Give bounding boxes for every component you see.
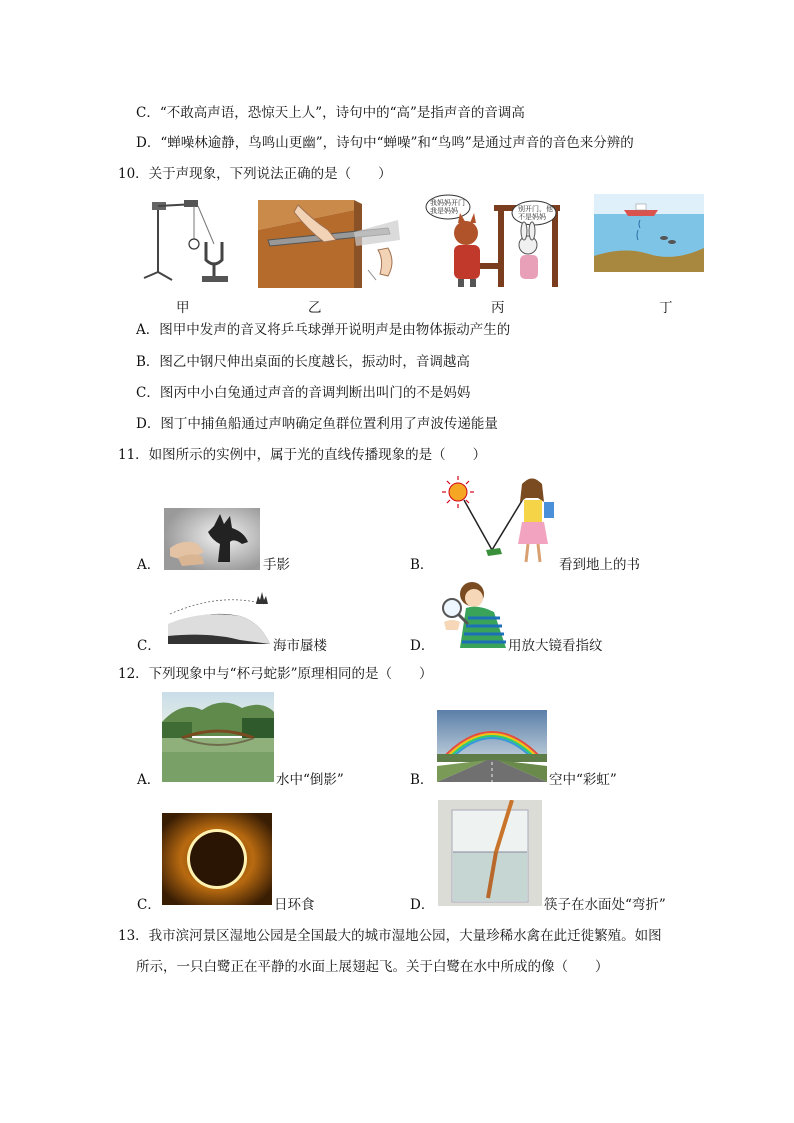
- annular-eclipse-photo: [162, 813, 272, 905]
- q13-line-2: 所示，一只白鹭正在平静的水面上展翅起飞。关于白鹭在水中所成的像（ ）: [136, 959, 609, 975]
- hand-shadow-figure: [164, 508, 260, 570]
- magnifier-figure: [438, 578, 508, 650]
- q10-option-a: A．图甲中发声的音叉将乒乓球弹开说明声是由物体振动产生的: [136, 322, 511, 338]
- q11-option-c-text: 海市蜃楼: [273, 638, 327, 654]
- mirage-figure: [160, 590, 272, 650]
- q11-option-b-text: 看到地上的书: [559, 557, 640, 573]
- q11-option-b-letter: B．: [410, 557, 434, 573]
- q12-option-b-text: 空中“彩虹”: [549, 772, 617, 788]
- figure-label-yi: 乙: [308, 300, 322, 316]
- chopstick-in-water-photo: [438, 800, 542, 906]
- q12-option-a-text: 水中“倒影”: [276, 772, 344, 788]
- q13-line-1: 13．我市滨河景区湿地公园是全国最大的城市湿地公园，大量珍稀水禽在此迁徙繁殖。如图: [118, 928, 662, 944]
- rainbow-photo: [437, 710, 547, 782]
- q11-option-d-text: 用放大镜看指纹: [508, 638, 603, 654]
- q10-stem: 10．关于声现象，下列说法正确的是（ ）: [118, 166, 392, 182]
- see-book-figure: [440, 474, 558, 570]
- figure-label-ding: 丁: [659, 300, 673, 316]
- ruler-table-figure: [258, 200, 408, 288]
- q12-option-a-letter: A．: [137, 772, 161, 788]
- water-reflection-photo: [162, 692, 274, 782]
- q10-option-d: D．图丁中捕鱼船通过声呐确定鱼群位置利用了声波传递能量: [136, 416, 498, 432]
- wolf-speech-bubble: 我妈妈开门 我是妈妈: [430, 199, 465, 215]
- q11-stem: 11．如图所示的实例中，属于光的直线传播现象的是（ ）: [118, 447, 487, 463]
- q9-option-c: C．“不敢高声语，恐惊天上人”，诗句中的“高”是指声音的音调高: [136, 105, 525, 121]
- figure-label-bing: 丙: [491, 300, 505, 316]
- q12-option-d-letter: D．: [410, 897, 435, 913]
- rabbit-speech-bubble: 别开门，他 不是妈妈: [518, 205, 553, 221]
- q12-option-b-letter: B．: [410, 772, 434, 788]
- q12-stem: 12．下列现象中与“杯弓蛇影”原理相同的是（ ）: [118, 666, 433, 682]
- q12-option-c-letter: C．: [137, 897, 161, 913]
- q11-option-c-letter: C．: [137, 638, 161, 654]
- wolf-rabbit-figure: [424, 193, 562, 288]
- q10-option-c: C．图丙中小白兔通过声音的音调判断出叫门的不是妈妈: [136, 385, 471, 401]
- q12-option-c-text: 日环食: [274, 897, 315, 913]
- sonar-boat-figure: [594, 194, 704, 272]
- q11-option-a-text: 手影: [263, 557, 290, 573]
- q9-option-d: D．“蝉噪林逾静，鸟鸣山更幽”，诗句中“蝉噪”和“鸟鸣”是通过声音的音色来分辨的: [136, 135, 634, 151]
- q10-option-b: B．图乙中钢尺伸出桌面的长度越长，振动时，音调越高: [136, 354, 470, 370]
- q11-option-d-letter: D．: [410, 638, 435, 654]
- q11-option-a-letter: A．: [137, 557, 161, 573]
- figure-label-jia: 甲: [176, 300, 190, 316]
- tuning-fork-figure: [136, 196, 246, 286]
- q12-option-d-text: 筷子在水面处“弯折”: [544, 897, 666, 913]
